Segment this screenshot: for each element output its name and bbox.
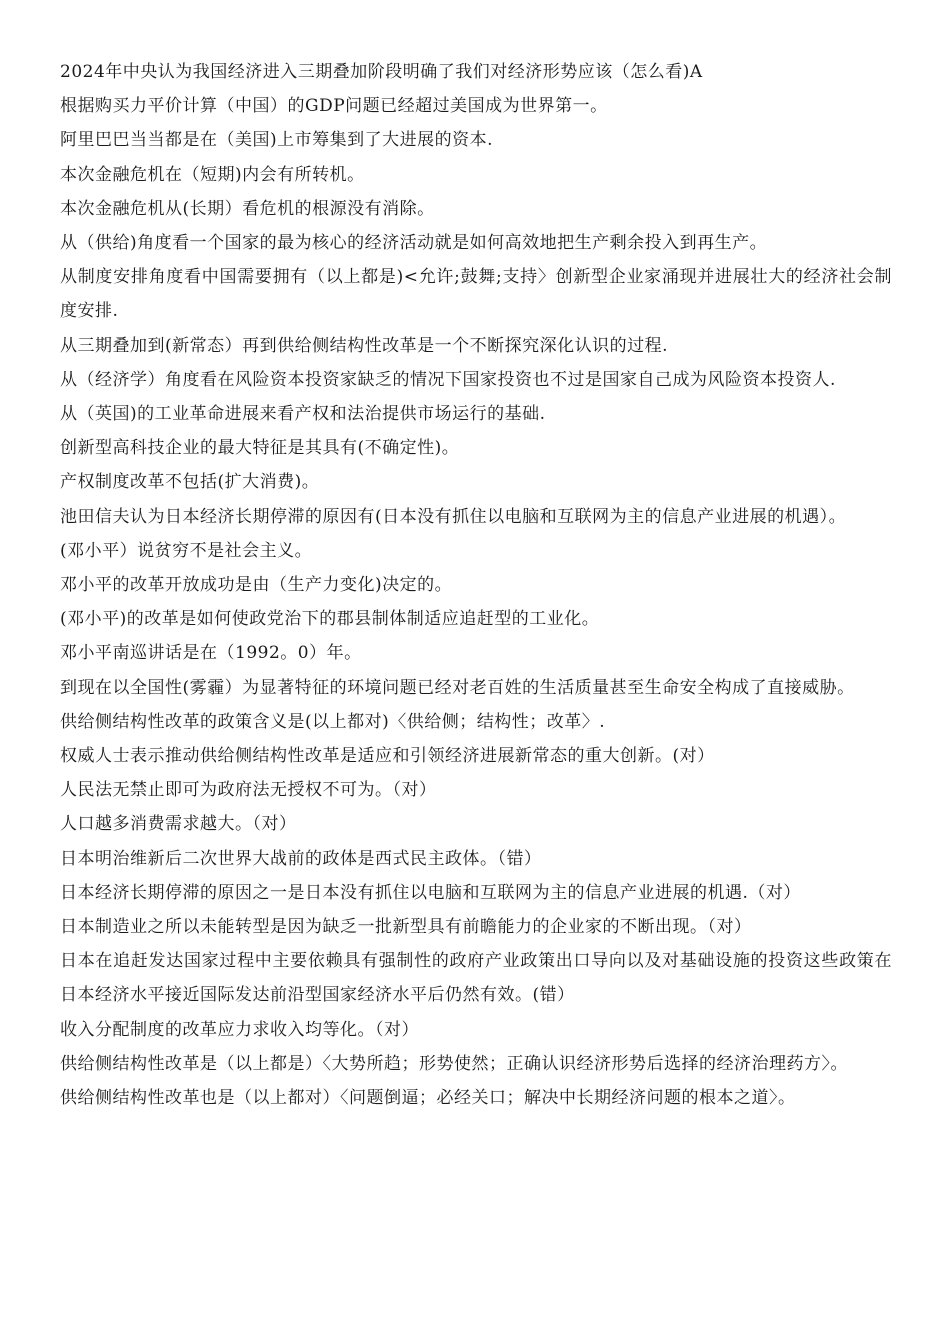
paragraph-5: 本次金融危机从(长期）看危机的根源没有消除。 [60, 198, 435, 219]
paragraph-12: 产权制度改革不包括(扩大消费)。 [60, 472, 320, 493]
paragraph-7: 从制度安排角度看中国需要拥有（以上都是)<允许;鼓舞;支持〉创新型企业家涌现并进展壮大的经济社会制度安排. [60, 267, 892, 322]
paragraph-4: 本次金融危机在（短期)内会有所转机。 [60, 164, 365, 185]
paragraph-15: 邓小平的改革开放成功是由（生产力变化)决定的。 [60, 575, 453, 596]
paragraph-19: 供给侧结构性改革的政策含义是(以上都对)〈供给侧；结构性；改革〉. [60, 711, 606, 732]
paragraph-16: (邓小平)的改革是如何使政党治下的郡县制体制适应追赶型的工业化。 [60, 609, 600, 630]
paragraph-24: 日本经济长期停滞的原因之一是日本没有抓住以电脑和互联网为主的信息产业进展的机遇.（对） [60, 882, 801, 903]
paragraph-1: 2024年中央认为我国经济进入三期叠加阶段明确了我们对经济形势应该（怎么看)A [60, 62, 703, 82]
paragraph-14: (邓小平）说贫穷不是社会主义。 [60, 540, 313, 561]
paragraph-6: 从（供给)角度看一个国家的最为核心的经济活动就是如何高效地把生产剩余投入到再生产。 [60, 233, 768, 254]
paragraph-10: 从（英国)的工业革命进展来看产权和法治提供市场运行的基础. [60, 404, 546, 425]
paragraph-8: 从三期叠加到(新常态）再到供给侧结构性改革是一个不断探究深化认识的过程. [60, 335, 669, 356]
paragraph-23: 日本明治维新后二次世界大战前的政体是西式民主政体。（错） [60, 848, 542, 869]
paragraph-13: 池田信夫认为日本经济长期停滞的原因有(日本没有抓住以电脑和互联网为主的信息产业进展的机遇）。 [60, 506, 847, 527]
paragraph-21: 人民法无禁止即可为政府法无授权不可为。（对） [60, 780, 437, 801]
paragraph-3: 阿里巴巴当当都是在（美国)上市筹集到了大进展的资本. [60, 130, 494, 151]
paragraph-9: 从（经济学）角度看在风险资本投资家缺乏的情况下国家投资也不过是国家自己成为风险资本投资人. [60, 369, 836, 390]
paragraph-2: 根据购买力平价计算（中国）的GDP问题已经超过美国成为世界第一。 [60, 96, 608, 117]
paragraph-17: 邓小平南巡讲话是在（1992。0）年。 [60, 643, 362, 664]
paragraph-27: 收入分配制度的改革应力求收入均等化。（对） [60, 1019, 419, 1040]
paragraph-25: 日本制造业之所以未能转型是因为缺乏一批新型具有前瞻能力的企业家的不断出现。（对） [60, 917, 752, 938]
document-body [60, 55, 892, 1115]
paragraph-20: 权威人士表示推动供给侧结构性改革是适应和引领经济进展新常态的重大创新。(对） [60, 746, 715, 767]
paragraph-29: 供给侧结构性改革也是（以上都对）〈问题倒逼；必经关口；解决中长期经济问题的根本之道〉。 [60, 1088, 796, 1109]
paragraph-28: 供给侧结构性改革是（以上都是）〈大势所趋；形势使然；正确认识经济形势后选择的经济治理药方〉。 [60, 1053, 848, 1074]
paragraph-18: 到现在以全国性(雾霾）为显著特征的环境问题已经对老百姓的生活质量甚至生命安全构成了直接威胁。 [60, 677, 855, 698]
paragraph-26: 日本在追赶发达国家过程中主要依赖具有强制性的政府产业政策出口导向以及对基础设施的投资这些政策在日本经济水平接近国际发达前沿型国家经济水平后仍然有效。(错） [60, 951, 892, 1006]
paragraph-11: 创新型高科技企业的最大特征是其具有(不确定性)。 [60, 438, 460, 459]
paragraph-22: 人口越多消费需求越大。（对） [60, 814, 297, 835]
